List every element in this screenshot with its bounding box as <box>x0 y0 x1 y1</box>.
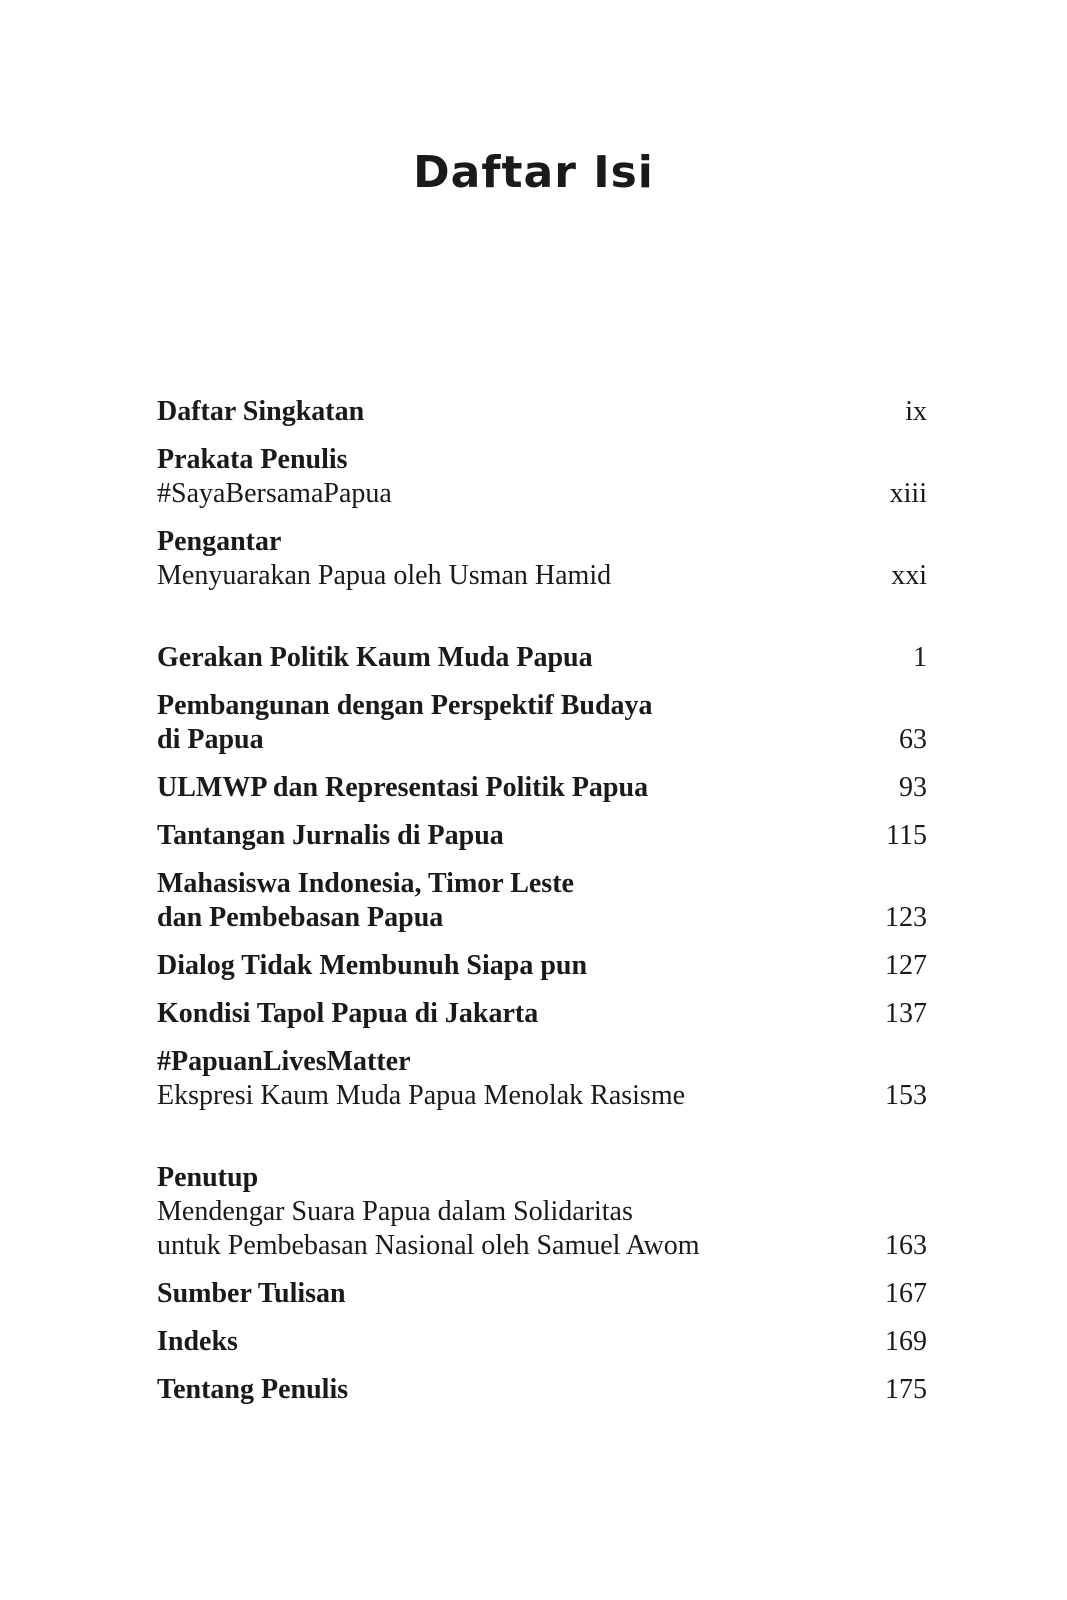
toc-entry-heading-cont: dan Pembebasan Papua <box>157 902 444 933</box>
toc-entry-page: 115 <box>886 820 927 851</box>
toc-entry-heading-cont: di Papua <box>157 724 264 755</box>
toc-entry[interactable] <box>157 949 927 983</box>
toc-entry-page: 127 <box>885 950 927 981</box>
toc-entry-subtitle: Mendengar Suara Papua dalam Solidaritas <box>157 1196 633 1227</box>
toc-entry-page: 163 <box>885 1230 927 1261</box>
toc-entry-page: ix <box>905 396 927 427</box>
toc-entry-subtitle: #SayaBersamaPapua <box>157 478 392 509</box>
toc-entry-page: 169 <box>885 1326 927 1357</box>
toc-entry-heading: Dialog Tidak Membunuh Siapa pun <box>157 950 588 981</box>
toc-entry-page: 167 <box>885 1278 927 1309</box>
toc-entry[interactable] <box>157 1277 927 1311</box>
toc-entry-heading: Pembangunan dengan Perspektif Budaya <box>157 690 653 721</box>
table-of-contents <box>157 395 927 1421</box>
toc-entry-page: 137 <box>885 998 927 1029</box>
toc-entry[interactable] <box>157 1373 927 1407</box>
toc-entry-heading: Penutup <box>157 1162 259 1193</box>
toc-entry-heading: Gerakan Politik Kaum Muda Papua <box>157 642 593 673</box>
toc-entry-page: 1 <box>913 642 927 673</box>
toc-entry-page: 175 <box>885 1374 927 1405</box>
toc-entry-page: 93 <box>899 772 927 803</box>
toc-entry-subtitle: untuk Pembebasan Nasional oleh Samuel Awom <box>157 1230 700 1261</box>
toc-back-matter <box>157 1161 927 1407</box>
toc-entry-heading: Pengantar <box>157 526 282 557</box>
toc-entry[interactable] <box>157 525 927 593</box>
toc-front-matter <box>157 395 927 593</box>
toc-entry[interactable] <box>157 395 927 429</box>
toc-entry[interactable] <box>157 867 927 935</box>
toc-entry-heading: #PapuanLivesMatter <box>157 1046 411 1077</box>
toc-entry-page: 63 <box>899 724 927 755</box>
toc-entry[interactable] <box>157 771 927 805</box>
toc-entry[interactable] <box>157 689 927 757</box>
toc-entry-page: 153 <box>885 1080 927 1111</box>
toc-chapters <box>157 641 927 1113</box>
toc-entry-heading: Sumber Tulisan <box>157 1278 346 1309</box>
toc-entry[interactable] <box>157 443 927 511</box>
toc-entry[interactable] <box>157 641 927 675</box>
toc-entry-page: xiii <box>889 478 927 509</box>
toc-entry-heading: ULMWP dan Representasi Politik Papua <box>157 772 649 803</box>
toc-entry-heading: Tentang Penulis <box>157 1374 349 1405</box>
toc-entry-heading: Kondisi Tapol Papua di Jakarta <box>157 998 539 1029</box>
toc-entry[interactable] <box>157 997 927 1031</box>
toc-entry-subtitle: Ekspresi Kaum Muda Papua Menolak Rasisme <box>157 1080 686 1111</box>
toc-entry-heading: Mahasiswa Indonesia, Timor Leste <box>157 868 574 899</box>
toc-entry-heading: Daftar Singkatan <box>157 396 365 427</box>
toc-entry[interactable] <box>157 1325 927 1359</box>
toc-entry-heading: Tantangan Jurnalis di Papua <box>157 820 504 851</box>
toc-entry-page: 123 <box>885 902 927 933</box>
toc-entry-heading: Indeks <box>157 1326 238 1357</box>
toc-entry[interactable] <box>157 1161 927 1263</box>
toc-entry[interactable] <box>157 819 927 853</box>
toc-entry-heading: Prakata Penulis <box>157 444 348 475</box>
page-title: Daftar Isi <box>413 147 654 198</box>
toc-entry[interactable] <box>157 1045 927 1113</box>
toc-entry-page: xxi <box>891 560 927 591</box>
toc-entry-subtitle: Menyuarakan Papua oleh Usman Hamid <box>157 560 612 591</box>
